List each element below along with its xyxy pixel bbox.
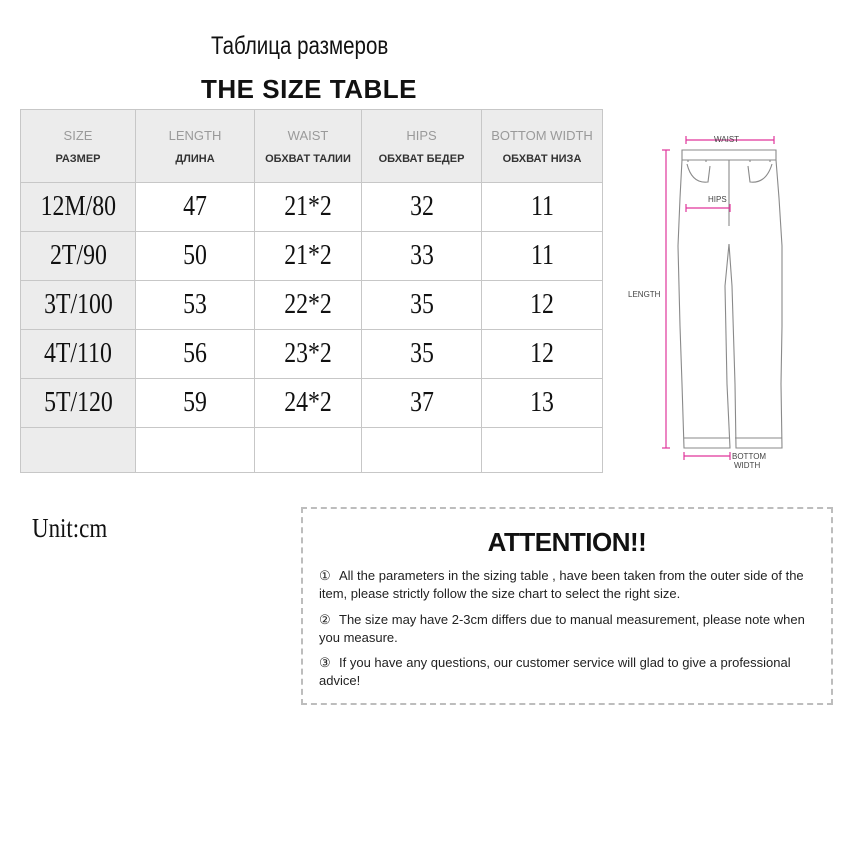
note-text: All the parameters in the sizing table , have been taken from the outer side of the item, please strictly follow the size chart to select the right size. [319, 568, 804, 601]
note-text: If you have any questions, our customer service will glad to give a professional advice! [319, 655, 791, 688]
table-header-row [21, 110, 603, 183]
cell-length: 59 [136, 379, 255, 428]
cell-waist: 22*2 [255, 281, 362, 330]
header-waist [255, 110, 362, 183]
header-en: BOTTOM WIDTH [491, 127, 593, 143]
attention-title: ATTENTION!! [487, 527, 647, 557]
cell-waist: 24*2 [255, 379, 362, 428]
header-en: HIPS [406, 127, 437, 143]
size-table [20, 109, 603, 473]
header-en: LENGTH [168, 127, 222, 143]
cell-hips: 33 [362, 232, 482, 281]
cell-empty [482, 428, 603, 473]
cell-waist: 21*2 [255, 183, 362, 232]
attention-note [319, 611, 827, 647]
cell-waist: 21*2 [255, 232, 362, 281]
table-row [21, 379, 603, 428]
cell-hips: 35 [362, 281, 482, 330]
header-ru: ОБХВАТ НИЗА [502, 152, 582, 165]
cell-size: 5T/120 [21, 379, 136, 428]
header-ru: ОБХВАТ БЕДЕР [378, 152, 465, 165]
cell-length: 53 [136, 281, 255, 330]
header-en: WAIST [287, 127, 329, 143]
header-hips [362, 110, 482, 183]
attention-note [319, 654, 827, 690]
cell-waist: 23*2 [255, 330, 362, 379]
note-number: ③ [319, 655, 331, 670]
header-en: SIZE [63, 127, 93, 143]
note-number: ② [319, 612, 331, 627]
cell-hips: 32 [362, 183, 482, 232]
header-ru: ДЛИНА [175, 152, 215, 165]
table-row-empty [21, 428, 603, 473]
cell-bottom-width: 12 [482, 330, 603, 379]
cell-length: 47 [136, 183, 255, 232]
cell-empty [362, 428, 482, 473]
header-bottom-width [482, 110, 603, 183]
label-waist: WAIST [714, 135, 740, 144]
header-ru: ОБХВАТ ТАЛИИ [265, 152, 351, 165]
cell-hips: 35 [362, 330, 482, 379]
note-number: ① [319, 568, 331, 583]
label-bottom: BOTTOM [732, 452, 767, 461]
unit-label: Unit:cm [32, 513, 108, 543]
cell-hips: 37 [362, 379, 482, 428]
table-row [21, 281, 603, 330]
label-length: LENGTH [628, 290, 661, 299]
cell-length: 56 [136, 330, 255, 379]
header-length [136, 110, 255, 183]
cell-empty [21, 428, 136, 473]
header-size [21, 110, 136, 183]
cell-bottom-width: 11 [482, 183, 603, 232]
cell-size: 12M/80 [21, 183, 136, 232]
cell-empty [136, 428, 255, 473]
pants-measurement-diagram [626, 126, 786, 476]
table-row [21, 183, 603, 232]
attention-box [301, 507, 833, 705]
cell-size: 4T/110 [21, 330, 136, 379]
pants-illustration [626, 126, 786, 476]
label-hips: HIPS [708, 195, 727, 204]
cell-size: 3T/100 [21, 281, 136, 330]
label-width: WIDTH [734, 461, 761, 470]
note-text: The size may have 2-3cm differs due to manual measurement, please note when you measure. [319, 612, 805, 645]
title-russian: Таблица размеров [211, 32, 389, 60]
cell-empty [255, 428, 362, 473]
table-row [21, 330, 603, 379]
title-english: THE SIZE TABLE [201, 74, 417, 104]
table-row [21, 232, 603, 281]
header-ru: РАЗМЕР [55, 152, 101, 165]
cell-bottom-width: 11 [482, 232, 603, 281]
attention-note [319, 567, 827, 603]
cell-length: 50 [136, 232, 255, 281]
cell-bottom-width: 13 [482, 379, 603, 428]
cell-size: 2T/90 [21, 232, 136, 281]
cell-bottom-width: 12 [482, 281, 603, 330]
